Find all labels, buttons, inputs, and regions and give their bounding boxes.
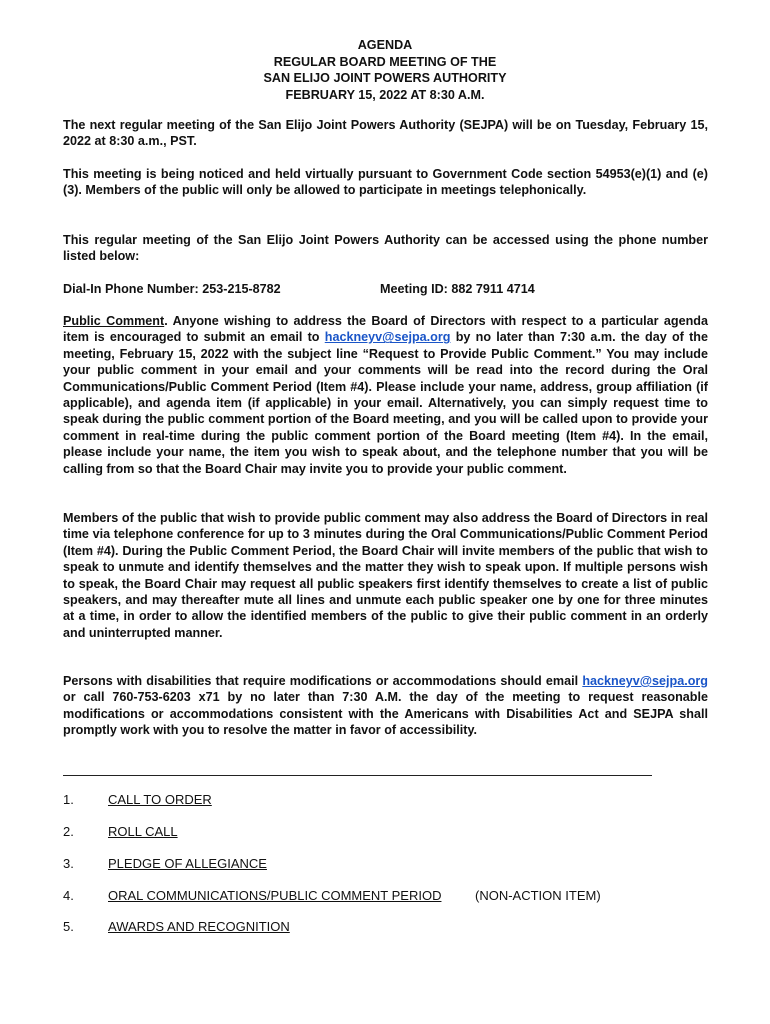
- header-date: FEBRUARY 15, 2022 AT 8:30 A.M.: [285, 87, 485, 102]
- accessibility-text-a: Persons with disabilities that require modifications or accommodations should email: [63, 674, 583, 688]
- agenda-item-number: 4.: [63, 888, 74, 903]
- access-info-paragraph: This regular meeting of the San Elijo Joint Powers Authority can be accessed using the phone number listed below:: [63, 233, 708, 264]
- virtual-meeting-paragraph: This meeting is being noticed and held virtually pursuant to Government Code section 54953(e)(1) and (e)(3). Members of the public will only be allowed to participate in meetings telephonically.: [63, 167, 708, 198]
- agenda-item-number: 5.: [63, 919, 74, 934]
- accessibility-text-b: or call 760-753-6203 x71 by no later than 7:30 A.M. the day of the meeting to request reasonable modifications or accommodations consistent with the Americans with Disabilities Act and SEJPA shall promptly work with you to resolve the matter in favor of accessibility.: [63, 690, 708, 738]
- agenda-header: [0, 37, 770, 103]
- agenda-item-number: 2.: [63, 824, 74, 839]
- section-divider: [63, 775, 652, 776]
- meeting-notice-paragraph: The next regular meeting of the San Elijo Joint Powers Authority (SEJPA) will be on Tuesday, February 15, 2022 at 8:30 a.m., PST.: [63, 118, 708, 149]
- accessibility-email-link[interactable]: hackneyv@sejpa.org: [582, 674, 708, 688]
- public-comment-text-a: . Anyone wishing to address the Board of Directors with respect to a particular agenda item is encouraged to submit an email to: [63, 314, 708, 345]
- accessibility-paragraph: [63, 673, 708, 739]
- public-comment-paragraph: [63, 313, 708, 477]
- meeting-id: Meeting ID: 882 7911 4714: [380, 282, 535, 296]
- public-comment-text-b: by no later than 7:30 a.m. the day of the meeting, February 15, 2022 with the subject line “Request to Provide Public Comment.” You may include your public comment in your email and your comments will be read into the record during the Oral Communications/Public Comment Period (Item #4). Please include your name, address, group affiliation (if applicable), and agenda item (if applicable) in your email. Alternatively, you can simply request time to speak during the public comment portion of the Board meeting, and you will be called upon to provide your comment in real-time during the public comment portion of the Board meeting (Item #4). In the email, please include your name, the item you wish to speak about, and the telephone number that you will be calling from so that the Board Chair may invite you to provide your public comment.: [63, 330, 708, 476]
- agenda-item-note: (NON-ACTION ITEM): [475, 888, 601, 903]
- agenda-item-number: 3.: [63, 856, 74, 871]
- agenda-item-title: CALL TO ORDER: [108, 792, 212, 807]
- agenda-item-title: ORAL COMMUNICATIONS/PUBLIC COMMENT PERIOD: [108, 888, 442, 903]
- agenda-item-title: PLEDGE OF ALLEGIANCE: [108, 856, 267, 871]
- email-link[interactable]: hackneyv@sejpa.org: [324, 330, 451, 345]
- public-comment-heading: Public Comment: [63, 314, 165, 328]
- dial-in-number: Dial-In Phone Number: 253-215-8782: [63, 282, 281, 296]
- agenda-item-number: 1.: [63, 792, 74, 807]
- header-authority: SAN ELIJO JOINT POWERS AUTHORITY: [263, 71, 507, 85]
- header-meeting-type: REGULAR BOARD MEETING OF THE: [273, 54, 497, 69]
- telephone-comment-paragraph: Members of the public that wish to provide public comment may also address the Board of Directors in real time via telephone conference for up to 3 minutes during the Oral Communications/Public Comment Period (Item #4). During the Public Comment Period, the Board Chair will invite members of the public that wish to speak to unmute and identify themselves and the matter they wish to speak upon. If multiple persons wish to speak, the Board Chair may request all public speakers first identify themselves to create a list of public speakers, and may thereafter mute all lines and unmute each public speaker one by one for three minutes at a time, in order to allow the identified members of the public to give their public comment in an orderly and uninterrupted manner.: [63, 511, 708, 640]
- agenda-item-title: ROLL CALL: [108, 824, 178, 839]
- header-title: AGENDA: [357, 38, 413, 52]
- agenda-item-title: AWARDS AND RECOGNITION: [108, 919, 290, 934]
